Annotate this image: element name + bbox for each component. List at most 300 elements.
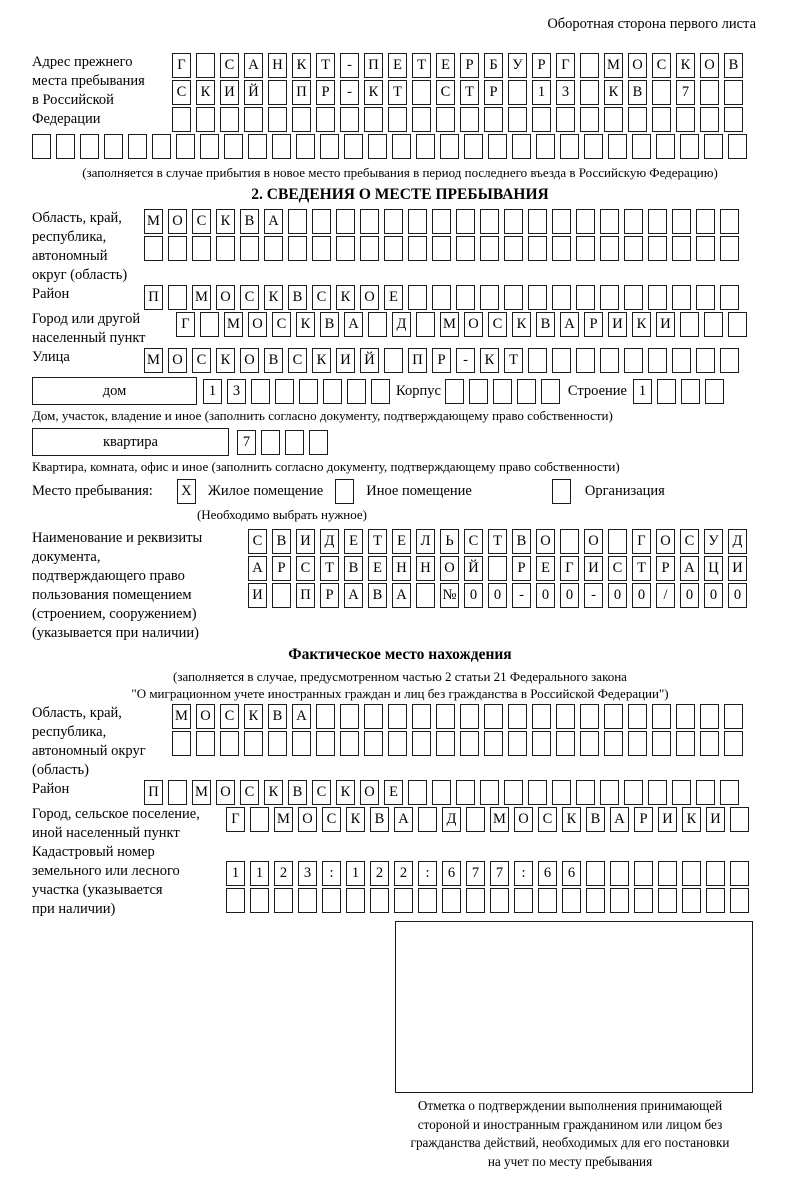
char-cell[interactable]: Т xyxy=(316,53,335,78)
char-cell[interactable] xyxy=(720,236,739,261)
char-cell[interactable] xyxy=(576,285,595,310)
char-cell[interactable]: К xyxy=(216,209,235,234)
char-cell[interactable] xyxy=(556,107,575,132)
char-cell[interactable]: О xyxy=(656,529,675,554)
char-cell[interactable]: А xyxy=(344,312,363,337)
char-cell[interactable]: С xyxy=(608,556,627,581)
char-cell[interactable]: И xyxy=(706,807,725,832)
char-cell[interactable]: : xyxy=(514,861,533,886)
char-cell[interactable]: М xyxy=(440,312,459,337)
char-cell[interactable]: 2 xyxy=(394,861,413,886)
char-cell[interactable]: Т xyxy=(632,556,651,581)
char-cell[interactable]: В xyxy=(536,312,555,337)
char-cell[interactable]: М xyxy=(192,780,211,805)
char-cell[interactable] xyxy=(724,731,743,756)
char-cell[interactable] xyxy=(412,107,431,132)
char-cell[interactable] xyxy=(656,134,675,159)
char-cell[interactable]: Г xyxy=(632,529,651,554)
char-cell[interactable] xyxy=(274,888,293,913)
char-cell[interactable]: П xyxy=(144,285,163,310)
char-cell[interactable] xyxy=(730,861,749,886)
char-cell[interactable]: О xyxy=(168,209,187,234)
char-cell[interactable] xyxy=(484,704,503,729)
char-cell[interactable] xyxy=(532,731,551,756)
char-cell[interactable] xyxy=(272,134,291,159)
char-cell[interactable]: - xyxy=(456,348,475,373)
char-cell[interactable] xyxy=(704,312,723,337)
char-cell[interactable] xyxy=(608,134,627,159)
char-cell[interactable]: 1 xyxy=(633,379,652,404)
char-cell[interactable] xyxy=(700,704,719,729)
char-cell[interactable]: 3 xyxy=(556,80,575,105)
char-cell[interactable] xyxy=(652,80,671,105)
char-cell[interactable]: В xyxy=(272,529,291,554)
char-cell[interactable] xyxy=(552,285,571,310)
char-cell[interactable]: 2 xyxy=(370,861,389,886)
char-cell[interactable] xyxy=(604,107,623,132)
char-cell[interactable] xyxy=(368,312,387,337)
char-cell[interactable] xyxy=(652,704,671,729)
char-cell[interactable]: В xyxy=(288,285,307,310)
char-cell[interactable] xyxy=(172,107,191,132)
checkbox-zhiloe-pomeshchenie[interactable]: X xyxy=(177,479,196,504)
char-cell[interactable] xyxy=(224,134,243,159)
char-cell[interactable] xyxy=(610,888,629,913)
char-cell[interactable] xyxy=(576,236,595,261)
char-cell[interactable]: В xyxy=(264,348,283,373)
char-cell[interactable]: К xyxy=(604,80,623,105)
char-cell[interactable]: О xyxy=(536,529,555,554)
char-cell[interactable] xyxy=(608,529,627,554)
char-cell[interactable] xyxy=(128,134,147,159)
char-cell[interactable] xyxy=(672,236,691,261)
char-cell[interactable]: Т xyxy=(504,348,523,373)
char-cell[interactable]: С xyxy=(488,312,507,337)
char-cell[interactable] xyxy=(292,107,311,132)
char-cell[interactable] xyxy=(251,379,270,404)
char-cell[interactable] xyxy=(432,236,451,261)
char-cell[interactable]: К xyxy=(244,704,263,729)
char-cell[interactable]: К xyxy=(346,807,365,832)
char-cell[interactable] xyxy=(384,236,403,261)
char-cell[interactable] xyxy=(490,888,509,913)
char-cell[interactable]: О xyxy=(196,704,215,729)
char-cell[interactable]: С xyxy=(172,80,191,105)
char-cell[interactable]: К xyxy=(264,780,283,805)
char-cell[interactable]: Е xyxy=(388,53,407,78)
char-cell[interactable] xyxy=(323,379,342,404)
char-cell[interactable] xyxy=(720,285,739,310)
char-cell[interactable]: Р xyxy=(656,556,675,581)
char-cell[interactable]: Н xyxy=(416,556,435,581)
char-cell[interactable]: С xyxy=(240,780,259,805)
char-cell[interactable] xyxy=(672,780,691,805)
char-cell[interactable] xyxy=(80,134,99,159)
char-cell[interactable]: Р xyxy=(512,556,531,581)
char-cell[interactable]: Р xyxy=(584,312,603,337)
char-cell[interactable]: Г xyxy=(226,807,245,832)
char-cell[interactable] xyxy=(288,236,307,261)
char-cell[interactable]: М xyxy=(604,53,623,78)
char-cell[interactable] xyxy=(370,888,389,913)
char-cell[interactable] xyxy=(456,236,475,261)
char-cell[interactable] xyxy=(600,285,619,310)
char-cell[interactable]: К xyxy=(682,807,701,832)
char-cell[interactable]: 7 xyxy=(676,80,695,105)
char-cell[interactable] xyxy=(250,888,269,913)
char-cell[interactable] xyxy=(168,780,187,805)
char-cell[interactable]: М xyxy=(192,285,211,310)
char-cell[interactable] xyxy=(562,888,581,913)
char-cell[interactable] xyxy=(508,731,527,756)
char-cell[interactable] xyxy=(576,348,595,373)
char-cell[interactable]: С xyxy=(220,53,239,78)
char-cell[interactable] xyxy=(624,285,643,310)
char-cell[interactable] xyxy=(346,888,365,913)
char-cell[interactable] xyxy=(440,134,459,159)
char-cell[interactable]: Г xyxy=(560,556,579,581)
char-cell[interactable]: К xyxy=(562,807,581,832)
char-cell[interactable]: И xyxy=(656,312,675,337)
char-cell[interactable]: А xyxy=(344,583,363,608)
char-cell[interactable]: 3 xyxy=(227,379,246,404)
char-cell[interactable]: У xyxy=(508,53,527,78)
char-cell[interactable] xyxy=(696,780,715,805)
char-cell[interactable]: Л xyxy=(416,529,435,554)
char-cell[interactable]: 3 xyxy=(298,861,317,886)
char-cell[interactable] xyxy=(724,80,743,105)
char-cell[interactable] xyxy=(648,348,667,373)
char-cell[interactable]: Д xyxy=(728,529,747,554)
char-cell[interactable]: Г xyxy=(176,312,195,337)
char-cell[interactable]: Д xyxy=(320,529,339,554)
char-cell[interactable]: Е xyxy=(368,556,387,581)
char-cell[interactable] xyxy=(584,134,603,159)
char-cell[interactable]: 2 xyxy=(274,861,293,886)
char-cell[interactable] xyxy=(480,780,499,805)
char-cell[interactable]: Г xyxy=(556,53,575,78)
char-cell[interactable] xyxy=(316,731,335,756)
char-cell[interactable]: И xyxy=(728,556,747,581)
char-cell[interactable] xyxy=(144,236,163,261)
char-cell[interactable] xyxy=(696,285,715,310)
char-cell[interactable] xyxy=(508,107,527,132)
char-cell[interactable]: 0 xyxy=(608,583,627,608)
char-cell[interactable] xyxy=(220,731,239,756)
char-cell[interactable] xyxy=(484,107,503,132)
char-cell[interactable]: Н xyxy=(392,556,411,581)
char-cell[interactable] xyxy=(541,379,560,404)
char-cell[interactable]: И xyxy=(608,312,627,337)
char-cell[interactable]: С xyxy=(296,556,315,581)
char-cell[interactable]: А xyxy=(610,807,629,832)
char-cell[interactable]: Т xyxy=(412,53,431,78)
char-cell[interactable] xyxy=(705,379,724,404)
char-cell[interactable] xyxy=(261,430,280,455)
char-cell[interactable] xyxy=(680,312,699,337)
char-cell[interactable]: О xyxy=(440,556,459,581)
char-cell[interactable] xyxy=(416,312,435,337)
char-cell[interactable] xyxy=(532,107,551,132)
char-cell[interactable] xyxy=(418,888,437,913)
dom-box[interactable]: дом xyxy=(32,377,197,405)
char-cell[interactable] xyxy=(648,285,667,310)
char-cell[interactable]: В xyxy=(368,583,387,608)
char-cell[interactable] xyxy=(624,209,643,234)
char-cell[interactable] xyxy=(292,731,311,756)
char-cell[interactable] xyxy=(720,348,739,373)
char-cell[interactable] xyxy=(248,134,267,159)
char-cell[interactable] xyxy=(388,731,407,756)
char-cell[interactable] xyxy=(632,134,651,159)
char-cell[interactable]: А xyxy=(244,53,263,78)
char-cell[interactable] xyxy=(436,107,455,132)
char-cell[interactable]: 6 xyxy=(562,861,581,886)
char-cell[interactable]: М xyxy=(144,209,163,234)
char-cell[interactable] xyxy=(624,236,643,261)
char-cell[interactable]: П xyxy=(144,780,163,805)
char-cell[interactable] xyxy=(600,348,619,373)
char-cell[interactable]: А xyxy=(680,556,699,581)
char-cell[interactable] xyxy=(696,209,715,234)
char-cell[interactable] xyxy=(268,107,287,132)
char-cell[interactable] xyxy=(528,236,547,261)
char-cell[interactable]: Ь xyxy=(440,529,459,554)
char-cell[interactable] xyxy=(576,780,595,805)
char-cell[interactable] xyxy=(296,134,315,159)
char-cell[interactable] xyxy=(528,780,547,805)
char-cell[interactable]: Р xyxy=(432,348,451,373)
char-cell[interactable] xyxy=(32,134,51,159)
char-cell[interactable] xyxy=(604,704,623,729)
char-cell[interactable] xyxy=(508,80,527,105)
char-cell[interactable]: В xyxy=(724,53,743,78)
char-cell[interactable]: К xyxy=(480,348,499,373)
char-cell[interactable] xyxy=(628,704,647,729)
char-cell[interactable] xyxy=(56,134,75,159)
char-cell[interactable] xyxy=(275,379,294,404)
char-cell[interactable]: 0 xyxy=(728,583,747,608)
char-cell[interactable]: / xyxy=(656,583,675,608)
char-cell[interactable] xyxy=(493,379,512,404)
char-cell[interactable] xyxy=(312,236,331,261)
char-cell[interactable] xyxy=(676,731,695,756)
char-cell[interactable]: И xyxy=(658,807,677,832)
char-cell[interactable] xyxy=(682,861,701,886)
char-cell[interactable]: П xyxy=(364,53,383,78)
char-cell[interactable]: И xyxy=(584,556,603,581)
char-cell[interactable]: М xyxy=(224,312,243,337)
char-cell[interactable] xyxy=(200,134,219,159)
char-cell[interactable] xyxy=(648,780,667,805)
char-cell[interactable]: О xyxy=(298,807,317,832)
char-cell[interactable]: 1 xyxy=(532,80,551,105)
char-cell[interactable] xyxy=(200,312,219,337)
char-cell[interactable] xyxy=(288,209,307,234)
char-cell[interactable] xyxy=(460,704,479,729)
char-cell[interactable] xyxy=(720,780,739,805)
char-cell[interactable] xyxy=(488,134,507,159)
char-cell[interactable] xyxy=(384,348,403,373)
char-cell[interactable]: С xyxy=(312,285,331,310)
char-cell[interactable]: М xyxy=(172,704,191,729)
char-cell[interactable] xyxy=(480,285,499,310)
char-cell[interactable]: Е xyxy=(344,529,363,554)
char-cell[interactable] xyxy=(371,379,390,404)
char-cell[interactable]: С xyxy=(248,529,267,554)
char-cell[interactable] xyxy=(676,704,695,729)
char-cell[interactable] xyxy=(309,430,328,455)
char-cell[interactable]: О xyxy=(216,285,235,310)
char-cell[interactable] xyxy=(600,780,619,805)
char-cell[interactable] xyxy=(460,107,479,132)
char-cell[interactable]: О xyxy=(360,780,379,805)
char-cell[interactable]: К xyxy=(216,348,235,373)
char-cell[interactable] xyxy=(658,888,677,913)
char-cell[interactable] xyxy=(416,583,435,608)
char-cell[interactable]: Т xyxy=(320,556,339,581)
char-cell[interactable] xyxy=(672,285,691,310)
char-cell[interactable]: К xyxy=(292,53,311,78)
char-cell[interactable] xyxy=(312,209,331,234)
char-cell[interactable] xyxy=(586,888,605,913)
char-cell[interactable]: 0 xyxy=(704,583,723,608)
char-cell[interactable] xyxy=(624,780,643,805)
char-cell[interactable]: О xyxy=(240,348,259,373)
char-cell[interactable] xyxy=(388,107,407,132)
char-cell[interactable]: С xyxy=(240,285,259,310)
char-cell[interactable] xyxy=(628,107,647,132)
char-cell[interactable]: В xyxy=(370,807,389,832)
char-cell[interactable] xyxy=(196,53,215,78)
char-cell[interactable] xyxy=(340,107,359,132)
char-cell[interactable]: И xyxy=(296,529,315,554)
char-cell[interactable]: О xyxy=(700,53,719,78)
char-cell[interactable]: С xyxy=(192,209,211,234)
char-cell[interactable] xyxy=(364,107,383,132)
char-cell[interactable]: 6 xyxy=(538,861,557,886)
char-cell[interactable] xyxy=(672,348,691,373)
char-cell[interactable]: И xyxy=(248,583,267,608)
char-cell[interactable]: 1 xyxy=(203,379,222,404)
char-cell[interactable] xyxy=(730,888,749,913)
char-cell[interactable] xyxy=(432,285,451,310)
char-cell[interactable] xyxy=(360,209,379,234)
char-cell[interactable]: А xyxy=(292,704,311,729)
char-cell[interactable] xyxy=(552,236,571,261)
char-cell[interactable]: С xyxy=(436,80,455,105)
char-cell[interactable]: В xyxy=(320,312,339,337)
char-cell[interactable]: С xyxy=(652,53,671,78)
char-cell[interactable]: А xyxy=(248,556,267,581)
char-cell[interactable]: 7 xyxy=(490,861,509,886)
char-cell[interactable]: Г xyxy=(172,53,191,78)
char-cell[interactable]: Й xyxy=(244,80,263,105)
checkbox-organizatsiya[interactable] xyxy=(552,479,571,504)
char-cell[interactable] xyxy=(394,888,413,913)
char-cell[interactable]: Е xyxy=(536,556,555,581)
char-cell[interactable] xyxy=(724,107,743,132)
char-cell[interactable]: С xyxy=(312,780,331,805)
char-cell[interactable]: К xyxy=(196,80,215,105)
char-cell[interactable] xyxy=(681,379,700,404)
char-cell[interactable] xyxy=(316,704,335,729)
char-cell[interactable] xyxy=(680,134,699,159)
char-cell[interactable]: П xyxy=(292,80,311,105)
char-cell[interactable]: : xyxy=(322,861,341,886)
char-cell[interactable]: Т xyxy=(488,529,507,554)
char-cell[interactable] xyxy=(580,704,599,729)
char-cell[interactable]: С xyxy=(192,348,211,373)
char-cell[interactable] xyxy=(320,134,339,159)
char-cell[interactable] xyxy=(469,379,488,404)
char-cell[interactable] xyxy=(700,731,719,756)
char-cell[interactable] xyxy=(432,780,451,805)
char-cell[interactable]: 0 xyxy=(560,583,579,608)
char-cell[interactable]: О xyxy=(628,53,647,78)
char-cell[interactable]: Ц xyxy=(704,556,723,581)
char-cell[interactable] xyxy=(488,556,507,581)
char-cell[interactable]: П xyxy=(296,583,315,608)
char-cell[interactable]: В xyxy=(268,704,287,729)
char-cell[interactable] xyxy=(436,704,455,729)
char-cell[interactable] xyxy=(552,209,571,234)
char-cell[interactable]: К xyxy=(364,80,383,105)
char-cell[interactable] xyxy=(652,731,671,756)
char-cell[interactable] xyxy=(648,209,667,234)
char-cell[interactable] xyxy=(682,888,701,913)
char-cell[interactable]: К xyxy=(264,285,283,310)
char-cell[interactable] xyxy=(196,731,215,756)
char-cell[interactable]: С xyxy=(464,529,483,554)
char-cell[interactable] xyxy=(340,731,359,756)
char-cell[interactable]: О xyxy=(360,285,379,310)
char-cell[interactable]: 0 xyxy=(632,583,651,608)
char-cell[interactable]: Т xyxy=(368,529,387,554)
char-cell[interactable]: 1 xyxy=(346,861,365,886)
char-cell[interactable]: С xyxy=(288,348,307,373)
char-cell[interactable] xyxy=(514,888,533,913)
char-cell[interactable] xyxy=(408,285,427,310)
char-cell[interactable]: А xyxy=(392,583,411,608)
char-cell[interactable]: Е xyxy=(436,53,455,78)
char-cell[interactable] xyxy=(556,731,575,756)
char-cell[interactable] xyxy=(604,731,623,756)
char-cell[interactable]: М xyxy=(274,807,293,832)
char-cell[interactable] xyxy=(250,807,269,832)
char-cell[interactable] xyxy=(466,807,485,832)
char-cell[interactable] xyxy=(576,209,595,234)
char-cell[interactable]: 0 xyxy=(680,583,699,608)
char-cell[interactable]: Р xyxy=(460,53,479,78)
char-cell[interactable] xyxy=(392,134,411,159)
char-cell[interactable]: М xyxy=(144,348,163,373)
char-cell[interactable]: С xyxy=(538,807,557,832)
char-cell[interactable] xyxy=(580,107,599,132)
char-cell[interactable] xyxy=(368,134,387,159)
char-cell[interactable] xyxy=(658,861,677,886)
char-cell[interactable]: И xyxy=(336,348,355,373)
char-cell[interactable] xyxy=(552,348,571,373)
char-cell[interactable]: К xyxy=(512,312,531,337)
char-cell[interactable] xyxy=(244,107,263,132)
char-cell[interactable]: С xyxy=(272,312,291,337)
char-cell[interactable] xyxy=(364,731,383,756)
char-cell[interactable] xyxy=(240,236,259,261)
char-cell[interactable] xyxy=(442,888,461,913)
char-cell[interactable] xyxy=(532,704,551,729)
char-cell[interactable] xyxy=(552,780,571,805)
